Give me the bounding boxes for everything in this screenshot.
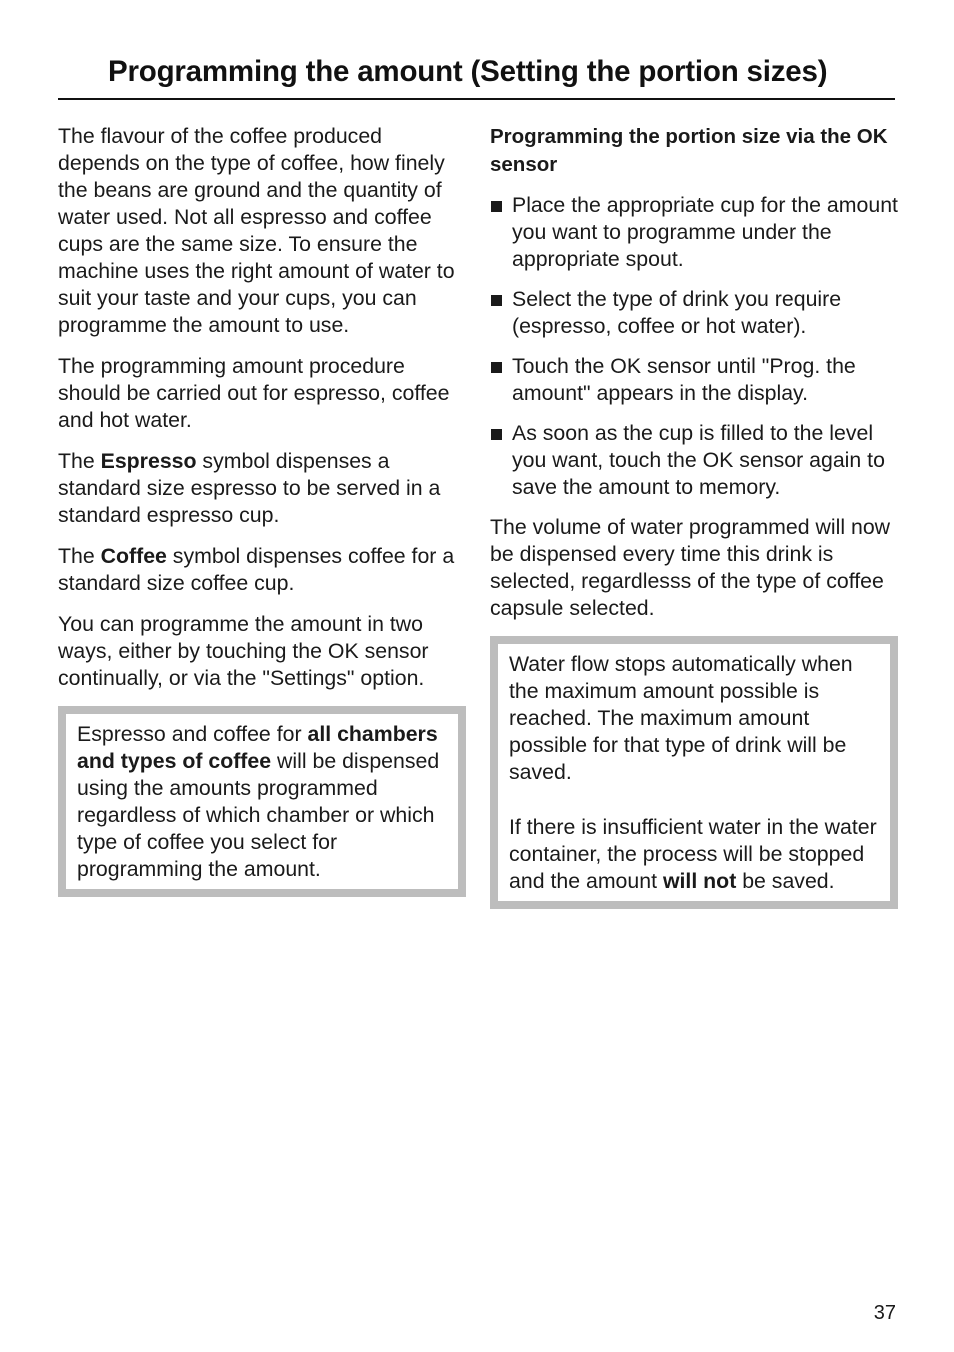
left-column xyxy=(58,123,466,897)
chambers-note-bold: all chambers and types of coffee xyxy=(77,722,438,773)
square-bullet-icon xyxy=(491,295,502,306)
page-number: 37 xyxy=(873,1302,896,1324)
espresso-paragraph xyxy=(58,448,466,529)
step-item xyxy=(490,353,898,407)
step-item xyxy=(490,286,898,340)
square-bullet-icon xyxy=(491,201,502,212)
procedure-paragraph: The programming amount procedure should be carried out for espresso, coffee and hot water. xyxy=(58,354,450,432)
page-title: Programming the amount (Setting the portion sizes) xyxy=(108,55,828,88)
coffee-text-post: symbol dispenses coffee for a standard size coffee cup. xyxy=(58,544,455,595)
insufficient-water-pre: If there is insufficient water in the water container, the process will be stopped and the amount xyxy=(509,815,877,893)
coffee-paragraph xyxy=(58,543,466,597)
square-bullet-icon xyxy=(491,429,502,440)
step-text: As soon as the cup is filled to the level you want, touch the OK sensor again to save the amount to memory. xyxy=(512,421,885,499)
section-heading: Programming the portion size via the OK sensor xyxy=(490,125,888,176)
chambers-note-text xyxy=(77,721,448,883)
water-flow-note-text: Water flow stops automatically when the maximum amount possible is reached. The maximum amount possible for that type of drink will be saved. xyxy=(509,652,853,784)
step-list xyxy=(490,192,898,501)
step-text: Place the appropriate cup for the amount you want to programme under the appropriate spout. xyxy=(512,193,898,271)
insufficient-water-bold: will not xyxy=(662,869,737,893)
chambers-note-post: will be dispensed using the amounts programmed regardless of which chamber or which type of coffee you select for programming the amount. xyxy=(77,749,440,881)
insufficient-water-post: be saved. xyxy=(736,869,835,893)
step-item xyxy=(490,192,898,273)
volume-paragraph: The volume of water programmed will now be dispensed every time this drink is selected, regardlesss of the type of coffee capsule selected. xyxy=(490,515,891,620)
water-flow-note-box xyxy=(490,636,898,909)
title-rule xyxy=(58,98,895,100)
step-item xyxy=(490,420,898,501)
coffee-text-pre: The xyxy=(58,544,101,568)
espresso-text-pre: The xyxy=(58,449,101,473)
right-column xyxy=(490,123,898,909)
chambers-note-box xyxy=(58,706,466,897)
step-text: Touch the OK sensor until "Prog. the amount" appears in the display. xyxy=(512,354,856,405)
intro-paragraph: The flavour of the coffee produced depends on the type of coffee, how finely the beans are ground and the quantity of water used. Not all espresso and coffee cups are the same size. To ensure the machine uses the right amount of water to suit your taste and your cups, you can programme the amount to use. xyxy=(58,124,455,337)
espresso-text-post: symbol dispenses a standard size espresso to be served in a standard espresso cup. xyxy=(58,449,441,527)
insufficient-water-note-text xyxy=(509,814,880,895)
step-text: Select the type of drink you require (espresso, coffee or hot water). xyxy=(512,287,842,338)
programming-ways-paragraph: You can programme the amount in two ways, either by touching the OK sensor continually, or via the "Settings" option. xyxy=(58,612,429,690)
square-bullet-icon xyxy=(491,362,502,373)
espresso-term: Espresso xyxy=(100,449,197,473)
chambers-note-pre: Espresso and coffee for xyxy=(77,722,308,746)
coffee-term: Coffee xyxy=(100,544,167,568)
